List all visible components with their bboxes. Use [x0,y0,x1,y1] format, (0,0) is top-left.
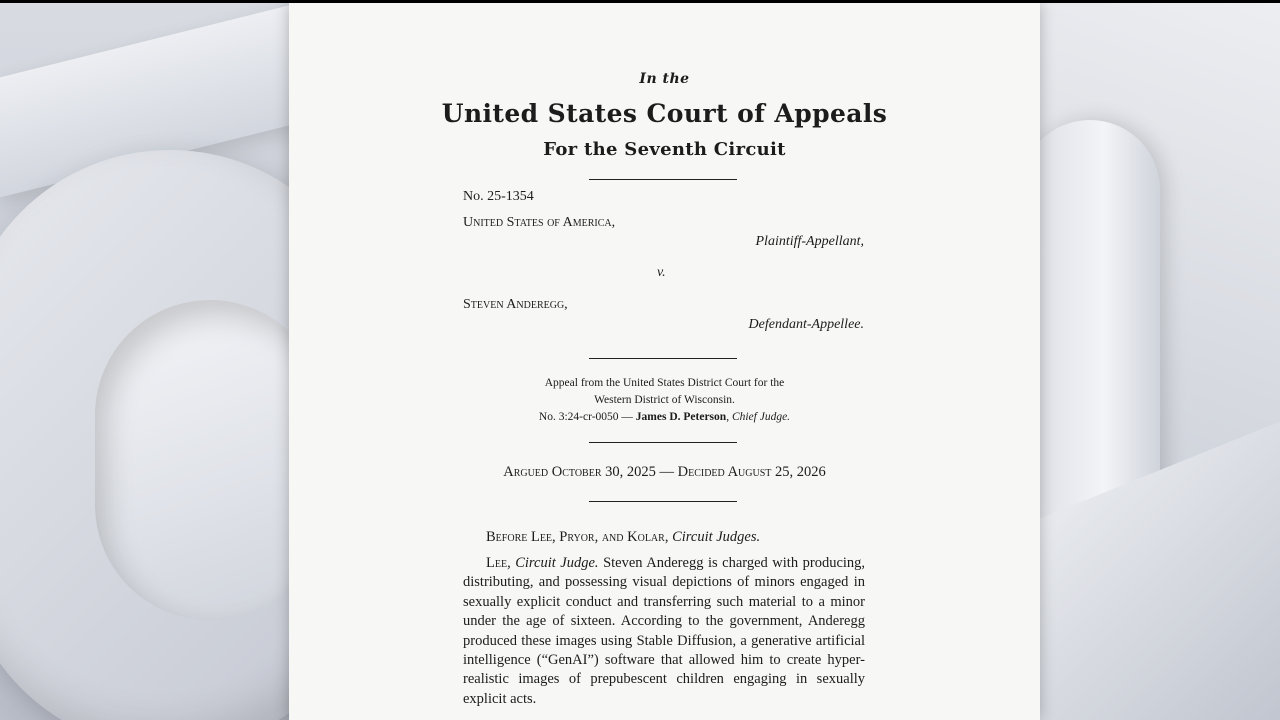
appeal-line-1: Appeal from the United States District Court for the [544,377,785,389]
plaintiff-name: United States of America, [463,215,616,230]
appeal-block [289,375,1040,426]
background-band [0,3,300,198]
panel-judges: Before Lee, Pryor, and Kolar, [486,529,669,545]
background-right-curve [1020,120,1160,540]
divider-rule [589,179,737,180]
panel-line [463,528,865,547]
background-right-lower [1010,409,1280,720]
court-circuit: For the Seventh Circuit [543,139,786,160]
argued-decided-dates: Argued October 30, 2025 — Decided August 25, 2026 [503,464,826,480]
appeal-line-2: Western District of Wisconsin. [594,394,735,406]
court-name: United States Court of Appeals [441,99,888,128]
opinion-author: Lee, [486,555,511,571]
divider-rule [589,442,737,443]
appeal-judge-separator: , [726,411,730,423]
appeal-docket: No. 3:24-cr-0050 — [538,411,633,423]
appeal-judge-title: Chief Judge. [731,411,791,423]
opinion-author-title: Circuit Judge. [515,555,599,571]
court-document [289,3,1040,720]
case-number: No. 25-1354 [463,189,534,204]
defendant-name: Steven Anderegg, [463,297,568,312]
divider-rule [589,501,737,502]
panel-title: Circuit Judges. [672,529,761,545]
defendant-role: Defendant-Appellee. [748,317,864,332]
opinion-text: Steven Anderegg is charged with producing, distributing, and possessing visual depictions of minors engaged in sexually explicit conduct and transferring such material to a minor under the age of sixteen. According to the government, Anderegg produced these images using Stable Diffusion, a generative artificial intelligence (“GenAI”) software that allowed him to create hyper-realistic images of prepubescent children engaging in sexually explicit acts. [463,555,866,707]
opinion-paragraph [463,554,865,709]
plaintiff-role: Plaintiff-Appellant, [755,234,864,249]
appeal-docket-line [289,409,1040,426]
appeal-judge-name: James D. Peterson [635,411,727,423]
divider-rule [589,358,737,359]
court-in-the: In the [639,71,690,87]
background-right-block [1010,0,1280,480]
versus-label: v. [657,265,666,280]
